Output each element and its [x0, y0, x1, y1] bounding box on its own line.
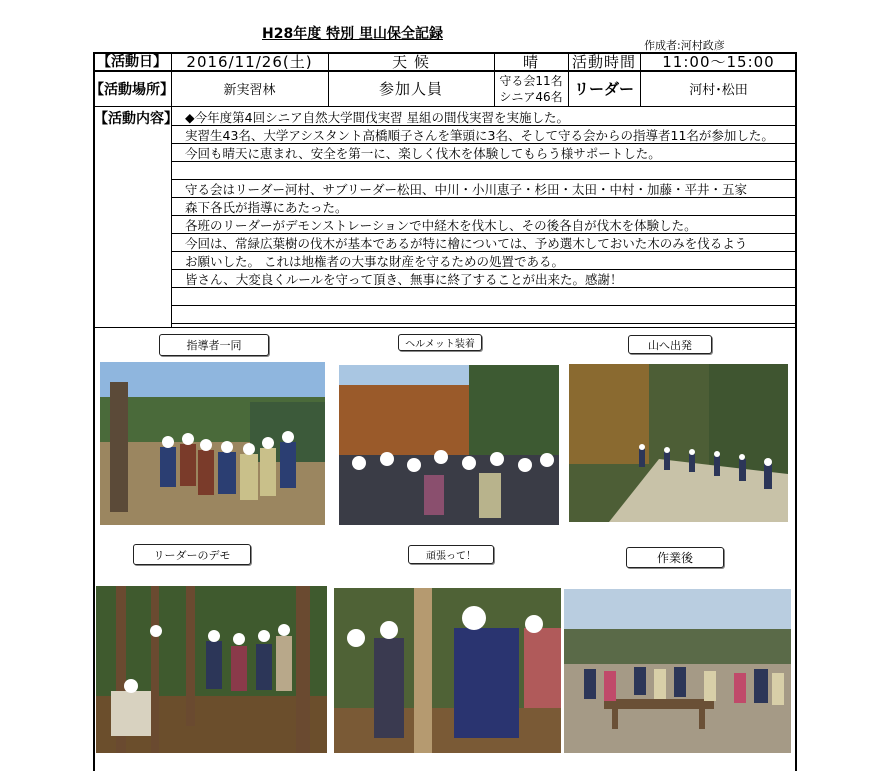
caption-instructors: 指導者一同: [159, 334, 269, 356]
content-rule: [171, 305, 797, 306]
weather-label: 天 候: [392, 52, 430, 71]
participants-staff: 守る会11名: [499, 74, 563, 88]
content-line: 守る会はリーダー河村、サブリーダー松田、中川・小川恵子・杉田・太田・中村・加藤・平井・五家: [185, 182, 748, 197]
date-label: 【活動日】: [97, 54, 167, 70]
caption-helmet: ヘルメット装着: [398, 334, 482, 351]
time-value: 11:00〜15:00: [662, 52, 775, 71]
content-line: 各班のリーダーがデモンストレーションで中経木を伐木し、その後各自が伐木を体験した。: [185, 218, 697, 233]
content-line: 森下各氏が指導にあたった。: [185, 200, 348, 215]
photo-leader-demo: [96, 586, 327, 753]
leader-value: 河村･松田: [689, 83, 748, 98]
content-bottom-line: [93, 327, 797, 328]
photo-instructors: [100, 362, 325, 525]
content-rule: [171, 161, 797, 162]
photo-cheer: [334, 588, 561, 753]
content-rule: [171, 287, 797, 288]
leader-label: リーダー: [573, 80, 634, 98]
caption-after-work: 作業後: [626, 547, 724, 568]
content-label: 【活動内容】: [94, 111, 178, 127]
photo-departure: [569, 364, 788, 522]
participants-value: [494, 71, 568, 106]
caption-cheer: 頑張って！: [408, 545, 494, 564]
photo-helmets: [339, 365, 559, 525]
content-line: 今回は、常緑広葉樹の伐木が基本であるが特に檜については、予め選木しておいた木のみを伐るよう: [185, 236, 748, 251]
content-rule: [171, 323, 797, 324]
content-line: 実習生43名、大学アシスタント高橋順子さんを筆頭に3名、そして守る会からの指導者11名が参加した。: [185, 128, 774, 143]
place-value: 新実習林: [223, 83, 276, 98]
row2-bottom-line: [93, 106, 797, 107]
content-line: ◆今年度第4回シニア自然大学間伐実習 星組の間伐実習を実施した。: [185, 110, 570, 125]
content-line: 皆さん、大変良くルールを守って頂き、無事に終了することが出来た。感謝！: [185, 272, 623, 287]
content-line: お願いした。 これは地権者の大事な財産を守るための処置である。: [185, 254, 564, 269]
weather-value: 晴: [522, 52, 539, 71]
page-title: H28年度 特別 里山保全記録: [262, 26, 443, 42]
photo-after-work: [564, 589, 791, 753]
author-label: 作成者:河村政彦: [644, 39, 725, 52]
date-value: 2016/11/26(土): [186, 52, 313, 71]
caption-departure: 山へ出発: [628, 335, 712, 354]
place-label: 【活動場所】: [90, 81, 174, 98]
time-label: 活動時間: [571, 52, 636, 71]
caption-leader-demo: リーダーのデモ: [133, 544, 251, 565]
content-line: 今回も晴天に恵まれ、安全を第一に、楽しく伐木を体験してもらう様サポートした。: [185, 146, 661, 161]
participants-seniors: シニア46名: [499, 90, 563, 104]
participants-label: 参加人員: [378, 80, 443, 98]
